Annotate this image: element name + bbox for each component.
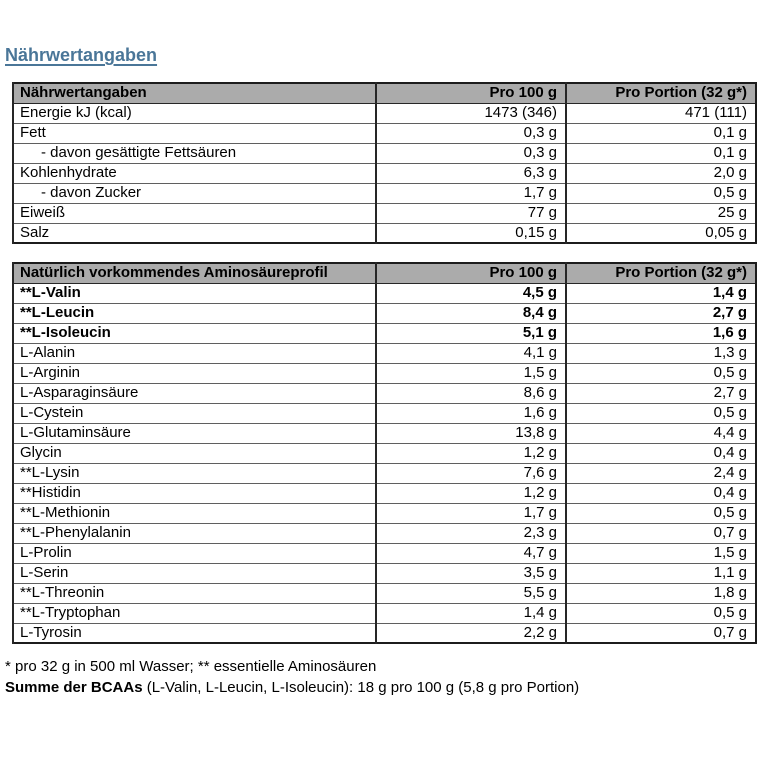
nutrient-label: **L-Valin <box>13 283 376 303</box>
nutrient-label: L-Serin <box>13 563 376 583</box>
value-per-portion: 2,0 g <box>566 163 756 183</box>
table-row <box>13 323 756 343</box>
value-per-portion: 0,1 g <box>566 123 756 143</box>
nutrient-label: Glycin <box>13 443 376 463</box>
value-per-100g: 1,7 g <box>376 503 566 523</box>
table-row <box>13 563 756 583</box>
nutrient-label: - davon gesättigte Fettsäuren <box>13 143 376 163</box>
nutrition-facts-table <box>12 82 757 244</box>
value-per-portion: 1,3 g <box>566 343 756 363</box>
table-row <box>13 123 756 143</box>
value-per-100g: 0,3 g <box>376 123 566 143</box>
table-row <box>13 183 756 203</box>
table-row <box>13 343 756 363</box>
value-per-portion: 0,5 g <box>566 363 756 383</box>
value-per-100g: 4,5 g <box>376 283 566 303</box>
table-row <box>13 383 756 403</box>
value-per-100g: 1473 (346) <box>376 103 566 123</box>
nutrient-label: Salz <box>13 223 376 243</box>
table-row <box>13 103 756 123</box>
value-per-portion: 0,5 g <box>566 183 756 203</box>
value-per-100g: 8,6 g <box>376 383 566 403</box>
table-row <box>13 403 756 423</box>
column-header-per-portion: Pro Portion (32 g*) <box>566 83 756 103</box>
value-per-100g: 1,7 g <box>376 183 566 203</box>
table-header-row <box>13 263 756 283</box>
table-row <box>13 483 756 503</box>
value-per-100g: 6,3 g <box>376 163 566 183</box>
nutrient-label: Fett <box>13 123 376 143</box>
bcaa-summary-text: (L-Valin, L-Leucin, L-Isoleucin): 18 g pro 100 g (5,8 g pro Portion) <box>142 679 580 696</box>
table-row <box>13 463 756 483</box>
table-row <box>13 143 756 163</box>
value-per-100g: 1,2 g <box>376 483 566 503</box>
value-per-100g: 13,8 g <box>376 423 566 443</box>
value-per-portion: 0,4 g <box>566 483 756 503</box>
value-per-portion: 2,7 g <box>566 383 756 403</box>
nutrient-label: **L-Methionin <box>13 503 376 523</box>
nutrient-label: **L-Isoleucin <box>13 323 376 343</box>
value-per-portion: 1,5 g <box>566 543 756 563</box>
value-per-portion: 4,4 g <box>566 423 756 443</box>
column-header-per-100g: Pro 100 g <box>376 263 566 283</box>
table-row <box>13 543 756 563</box>
table-row <box>13 443 756 463</box>
value-per-portion: 471 (111) <box>566 103 756 123</box>
value-per-100g: 0,3 g <box>376 143 566 163</box>
value-per-portion: 0,05 g <box>566 223 756 243</box>
value-per-100g: 7,6 g <box>376 463 566 483</box>
value-per-100g: 4,7 g <box>376 543 566 563</box>
table-row <box>13 363 756 383</box>
value-per-portion: 0,1 g <box>566 143 756 163</box>
table-row <box>13 203 756 223</box>
value-per-portion: 1,1 g <box>566 563 756 583</box>
value-per-100g: 2,2 g <box>376 623 566 643</box>
column-header-per-portion: Pro Portion (32 g*) <box>566 263 756 283</box>
value-per-100g: 8,4 g <box>376 303 566 323</box>
nutrient-label: L-Arginin <box>13 363 376 383</box>
value-per-100g: 2,3 g <box>376 523 566 543</box>
nutrient-label: L-Alanin <box>13 343 376 363</box>
value-per-portion: 2,7 g <box>566 303 756 323</box>
column-header-nutrients: Nährwertangaben <box>13 83 376 103</box>
value-per-portion: 0,5 g <box>566 403 756 423</box>
table-row <box>13 303 756 323</box>
page-title: Nährwertangaben <box>5 45 158 65</box>
nutrient-label: **L-Threonin <box>13 583 376 603</box>
nutrient-label: Kohlenhydrate <box>13 163 376 183</box>
value-per-portion: 1,6 g <box>566 323 756 343</box>
value-per-portion: 25 g <box>566 203 756 223</box>
value-per-portion: 0,7 g <box>566 523 756 543</box>
value-per-100g: 1,5 g <box>376 363 566 383</box>
table-row <box>13 503 756 523</box>
nutrient-label: L-Glutaminsäure <box>13 423 376 443</box>
nutrient-label: L-Asparaginsäure <box>13 383 376 403</box>
footnotes <box>5 656 760 698</box>
portion-footnote: * pro 32 g in 500 ml Wasser; ** essentielle Aminosäuren <box>5 658 377 675</box>
value-per-portion: 0,7 g <box>566 623 756 643</box>
nutrient-label: Eiweiß <box>13 203 376 223</box>
table-row <box>13 163 756 183</box>
value-per-100g: 0,15 g <box>376 223 566 243</box>
nutrient-label: **Histidin <box>13 483 376 503</box>
table-row <box>13 223 756 243</box>
nutrient-label: L-Tyrosin <box>13 623 376 643</box>
column-header-amino-profile: Natürlich vorkommendes Aminosäureprofil <box>13 263 376 283</box>
column-header-per-100g: Pro 100 g <box>376 83 566 103</box>
nutrient-label: Energie kJ (kcal) <box>13 103 376 123</box>
table-row <box>13 603 756 623</box>
table-row <box>13 283 756 303</box>
table-header-row <box>13 83 756 103</box>
value-per-portion: 0,5 g <box>566 503 756 523</box>
table-row <box>13 583 756 603</box>
amino-acid-profile-table <box>12 262 757 644</box>
value-per-100g: 1,4 g <box>376 603 566 623</box>
table-row <box>13 423 756 443</box>
value-per-100g: 1,2 g <box>376 443 566 463</box>
value-per-100g: 1,6 g <box>376 403 566 423</box>
nutrient-label: **L-Tryptophan <box>13 603 376 623</box>
value-per-100g: 4,1 g <box>376 343 566 363</box>
bcaa-summary-label: Summe der BCAAs <box>5 679 143 696</box>
value-per-portion: 0,5 g <box>566 603 756 623</box>
value-per-portion: 1,4 g <box>566 283 756 303</box>
value-per-100g: 5,1 g <box>376 323 566 343</box>
value-per-portion: 0,4 g <box>566 443 756 463</box>
nutrient-label: **L-Lysin <box>13 463 376 483</box>
value-per-100g: 3,5 g <box>376 563 566 583</box>
value-per-portion: 1,8 g <box>566 583 756 603</box>
value-per-portion: 2,4 g <box>566 463 756 483</box>
nutrient-label: L-Prolin <box>13 543 376 563</box>
nutrient-label: - davon Zucker <box>13 183 376 203</box>
nutrient-label: L-Cystein <box>13 403 376 423</box>
bcaa-summary-line <box>5 677 760 698</box>
value-per-100g: 5,5 g <box>376 583 566 603</box>
table-row <box>13 523 756 543</box>
nutrient-label: **L-Leucin <box>13 303 376 323</box>
nutrient-label: **L-Phenylalanin <box>13 523 376 543</box>
value-per-100g: 77 g <box>376 203 566 223</box>
table-row <box>13 623 756 643</box>
